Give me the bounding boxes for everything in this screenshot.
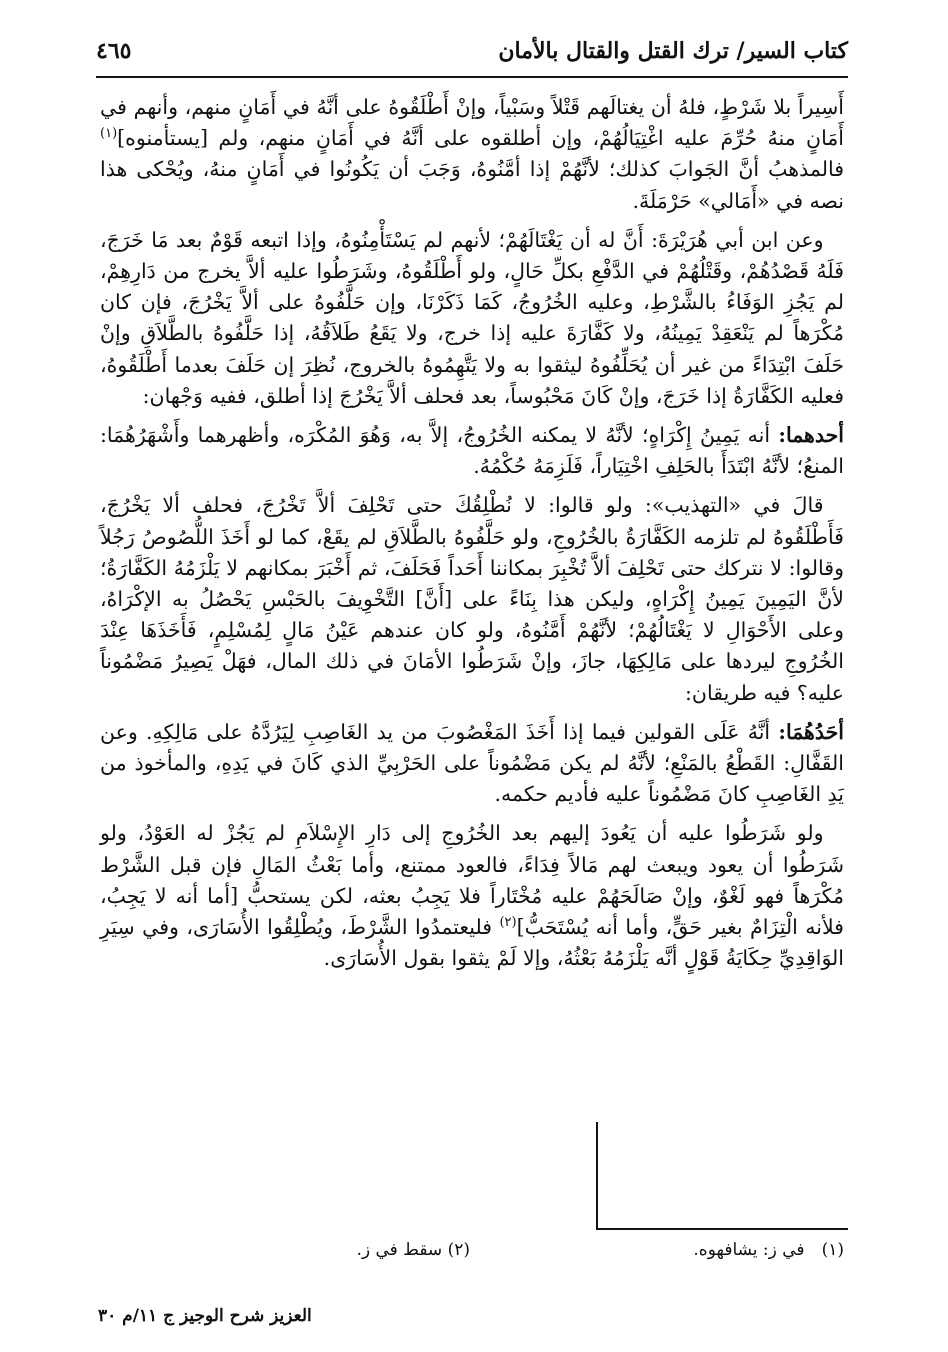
chapter-title: كتاب السير/ ترك القتل والقتال بالأمان	[498, 38, 848, 64]
footnote-marker: (٢)	[499, 915, 517, 931]
paragraph-text: قالَ في «التهذيب»: ولو قالوا: لا نُطْلِقُكَ حتى تَحْلِفَ ألاَّ تَخْرُجَ، فحلف ألا يَخْرُجَ، فَأَطْلَقُوهُ لم تلزمه الكَفَّارَةُ بالخُرُوجِ، ولو حَلَّفُوهُ بالطَّلاَقِ لم يقَعْ، كما لو أَخَذَ اللُّصُوصُ رَجُلاً وقالوا: لا نتركك حتى تَحْلِفَ ألاَّ تُخْبِرَ بمكاننا أَحَداً فَحَلَفَ، ثم أَخْبَرَ بمكانهم لا يَلْزَمُهُ الكَفَّارَةُ؛ لأنَّ اليَمِينَ يَمِينُ إِكْرَاهٍ، وليكن هذا بِنَاءً على [أَنَّ] التَّخْوِيفَ بالحَبْسِ يَحْصُلُ به الإكْرَاهُ، وعلى الأَحْوَالِ لا يَغْتَالُهُمْ؛ لأنَّهُمْ أَمَّنُوهُ، ولو كان عندهم عَيْنُ مَالٍ لِمُسْلِمٍ، فَأَخَذَهَا عِنْدَ الخُرُوجِ ليردها على مَالِكِهَا، جازَ، وإنْ شَرَطُوا الأمَانَ في ذلك المال، فهَلْ يَصِيرُ مَضْمُوناً عليه؟ فيه طريقان:	[100, 493, 844, 705]
paragraph-text: وعن ابن أبي هُرَيْرَةَ: أَنَّ له أن يَغْتَالَهُمْ؛ لأنهم لم يَسْتَأْمِنُوهُ، وإذا اتبعه قَوْمٌ بعد مَا خَرَجَ، فَلَهُ قَصْدُهُمْ، وقَتْلُهُمْ في الدَّفْعِ بكلِّ حَالٍ، ولو أَطْلَقُوهُ، وشَرَطُوا عليه ألاَّ يخرج من دَارِهِمْ، لم يَجُزِ الوَفَاءُ بالشَّرْطِ، وعليه الخُرُوجُ، كَمَا ذَكَرْنَا، وإن حَلَّفُوهُ على ألاَّ يَخْرُجَ، فإن كان مُكْرَهاً لم يَنْعَقِدْ يَمِينُهُ، ولا كَفَّارَةَ عليه إذا خرج، ولا يَقَعُ طَلاَقُهُ، إذا حَلَّفُوهُ بالطَّلاَقِ وإنْ حَلَفَ ابْتِدَاءً من غير أن يُحَلِّفُوهُ ليثقوا به ولا يَتَّهِمُوهُ بالخروج، نُظِرَ إن حَلَفَ بعدما أَطْلَقُوهُ، فعليه الكَفَّارَةُ إذا خَرَجَ، وإنْ كَانَ مَحْبُوساً، بعد فحلف ألاَّ يَخْرُجَ إذا أطلق، ففيه وَجْهان:	[100, 227, 844, 408]
paragraph-text-continued: فليعتمدُوا الشَّرْطَ، ويُطْلِقُوا الأُسَارَى، وفي سِيَرِ الوَاقِدِيِّ حِكَايَةُ قَوْلٍ أنَّه يَلْزَمُهُ بَعْثُهُ، وإلا لَمْ يثقوا بقول الأُسَارَى.	[100, 915, 844, 971]
paragraph-lead: أحدهما:	[778, 423, 844, 448]
footnote-marker: (١)	[100, 126, 118, 142]
paragraph	[100, 490, 844, 708]
paragraph	[100, 92, 844, 217]
footnote-text: سقط في ز.	[356, 1240, 443, 1260]
footnote-1	[693, 1240, 844, 1260]
paragraph-text: أَسِيراً بلا شَرْطٍ، فلهُ أن يغتالَهم قَتْلاً وسَبْياً، وإنْ أَطْلَقُوهُ على أنَّهُ في أَمَانٍ منهم، وأنهم في أَمَانٍ منهُ حُرِّمَ عليه اغْتِيَالُهُمْ، وإن أطلقوه على أنَّهُ في أَمَانٍ منهم، ولم [يستأمنوه]	[100, 95, 844, 151]
paragraph-text-continued: فالمذهبُ أنَّ الجَوابَ كذلك؛ لأنَّهُمْ إذا أمَّنُوهُ، وَجَبَ أن يَكُونُوا في أَمَانٍ منهُ، ويُحْكى هذا نصه في «أَمَالي» حَرْمَلَةَ.	[100, 157, 844, 213]
paragraph	[100, 225, 844, 412]
main-text	[100, 92, 844, 974]
paragraph-text: ولو شَرَطُوا عليه أن يَعُودَ إليهم بعد الخُرُوجِ إلى دَارِ الإِسْلاَمِ لم يَجُزْ له العَوْدُ، ولو شَرَطُوا أن يعود ويبعث لهم مَالاً فِدَاءً، فالعود ممتنع، وأما بَعْثُ المَالِ فإن قبل الشَّرْط مُكْرَهاً فهو لَغْوٌ، وإنْ صَالَحَهُمْ عليه مُخْتَاراً فلا يَجِبُ بعثه، لكن يستحبُّ [أما أنه لا يَجِبُ، فلأنه الْتِزَامٌ بغير حَقٍّ، وأما أنه يُسْتَحَبُّ]	[100, 821, 844, 940]
footer-signature: العزيز شرح الوجيز ج ١١/م ٣٠	[98, 1306, 312, 1326]
footnote-2	[356, 1240, 470, 1260]
footnote-text: في ز: يشافهوه.	[693, 1240, 805, 1260]
paragraph-text: أنه يَمِينُ إِكْرَاهٍ؛ لأنَّهُ لا يمكنه الخُرُوجُ، إلاَّ به، وَهُوَ المُكْرَه، وأظهرهما وأَشْهَرُهُمَا: المنعُ؛ لأنَّهُ ابْتَدَأَ بالحَلِفِ اخْتِيَاراً، فَلَزِمَهُ حُكْمُهُ.	[100, 423, 844, 479]
running-header	[96, 30, 848, 76]
footnote-divider	[596, 1228, 848, 1230]
footnote-number: (١)	[821, 1240, 844, 1260]
paragraph-lead: أحَدُهُمَا:	[778, 719, 844, 744]
paragraph	[100, 420, 844, 482]
footnote-number: (٢)	[447, 1240, 470, 1260]
page-number: ٤٦٥	[96, 38, 132, 64]
paragraph	[100, 717, 844, 811]
paragraph-text: أنَّهُ عَلَى القولين فيما إذا أَخَذَ المَغْصُوبَ من يد الغَاصِبِ لِيَرُدَّهُ على مَالِكِهِ. وعن القَفَّالِ: القَطْعُ بالمَنْعِ؛ لأنَّهُ لم يكن مَضْمُوناً على الحَرْبِيِّ الذي كَانَ في يَدِهِ، والمأخوذ من يَدِ الغَاصِبِ كانَ مَضْمُوناً عليه فأديم حكمه.	[100, 719, 844, 807]
paragraph	[100, 818, 844, 974]
column-divider	[596, 1122, 598, 1230]
header-divider	[96, 76, 848, 78]
